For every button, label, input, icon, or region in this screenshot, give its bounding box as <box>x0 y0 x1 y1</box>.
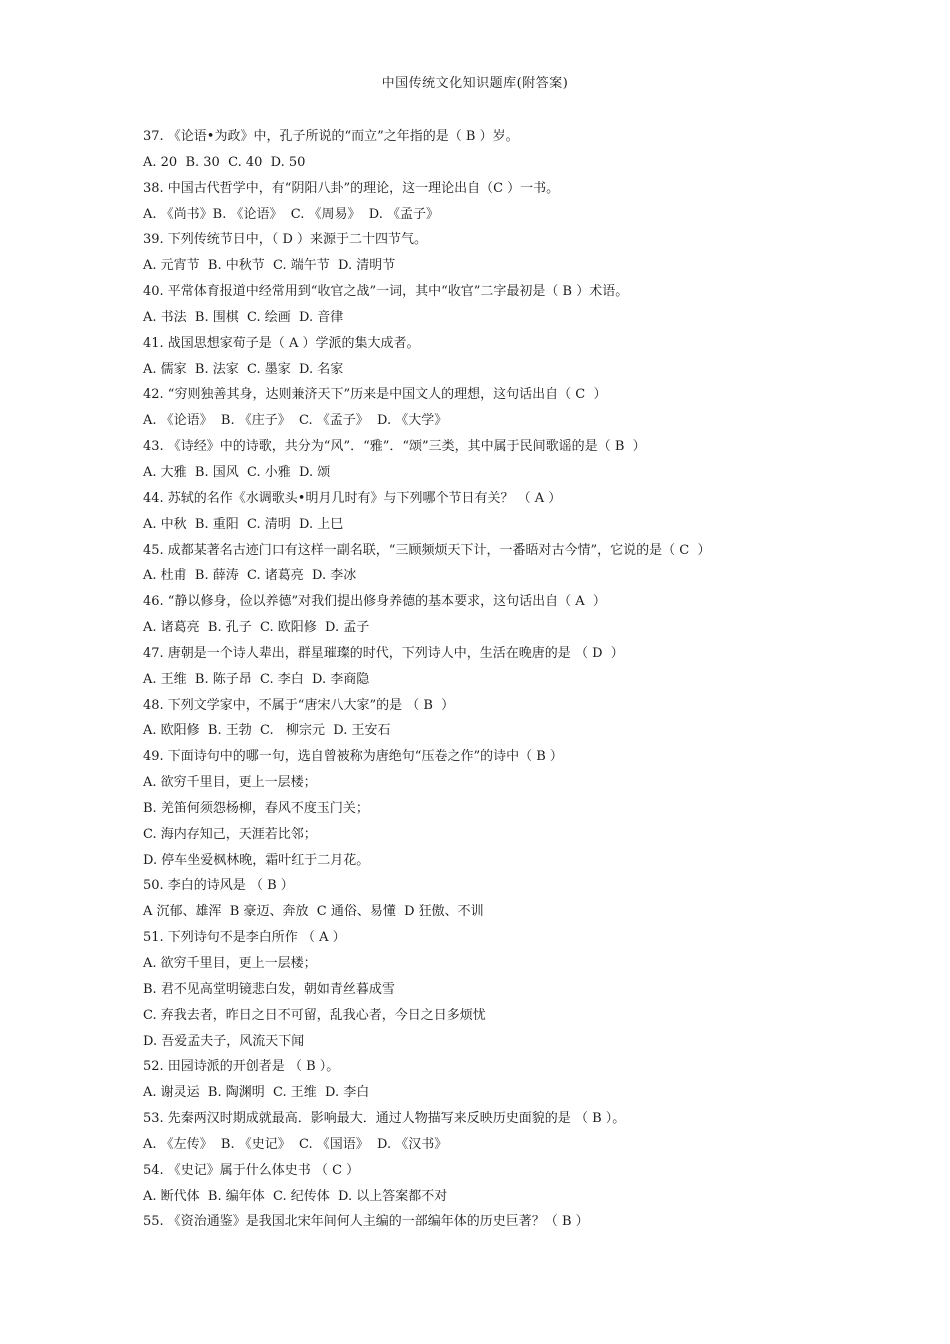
text-line: 48. 下列文学家中，不属于“唐宋八大家”的是 （ B ） <box>143 697 455 713</box>
text-line: 43. 《诗经》中的诗歌，共分为“风”．“雅”．“颂”三类，其中属于民间歌谣的是（ B ） <box>143 439 646 455</box>
text-line: 55. 《资治通鉴》是我国北宋年间何人主编的一部编年体的历史巨著？（ B ） <box>143 1214 589 1230</box>
text-line: 45. 成都某著名古迹门口有这样一副名联，“三顾频烦天下计，一番晤对古今情”，它说的是（ C ） <box>143 542 711 558</box>
text-line: A. 谢灵运 B. 陶渊明 C. 王维 D. 李白 <box>143 1085 370 1101</box>
text-line: A. 大雅 B. 国风 C. 小雅 D. 颂 <box>143 464 331 480</box>
text-line: 51. 下列诗句不是李白所作 （ A ） <box>143 930 346 946</box>
text-line: 46. “静以修身，俭以养德”对我们提出修身养德的基本要求，这句话出自（ A ） <box>143 594 606 610</box>
text-line: A. 20 B. 30 C. 40 D. 50 <box>143 154 306 170</box>
text-line: B. 君不见高堂明镜悲白发，朝如青丝暮成雪 <box>143 981 395 997</box>
text-line: 41. 战国思想家荀子是（ A ）学派的集大成者。 <box>143 335 420 351</box>
text-line: D. 停车坐爱枫林晚，霜叶红于二月花。 <box>143 852 370 868</box>
question-list <box>143 124 843 1235</box>
text-line: 53. 先秦两汉时期成就最高．影响最大．通过人物描写来反映历史面貌的是 （ B ）。 <box>143 1111 626 1127</box>
text-line: A. 儒家 B. 法家 C. 墨家 D. 名家 <box>143 361 344 377</box>
text-line: A. 诸葛亮 B. 孔子 C. 欧阳修 D. 孟子 <box>143 620 370 636</box>
text-line: 52. 田园诗派的开创者是 （ B ）。 <box>143 1059 340 1075</box>
text-line: A. 《尚书》B. 《论语》 C. 《周易》 D. 《孟子》 <box>143 206 439 222</box>
text-line: A. 杜甫 B. 薛涛 C. 诸葛亮 D. 李冰 <box>143 568 357 584</box>
text-line: A 沉郁、雄浑 B 豪迈、奔放 C 通俗、易懂 D 狂傲、不训 <box>143 904 484 920</box>
text-line: A. 欲穷千里目，更上一层楼； <box>143 956 317 971</box>
text-line: 47. 唐朝是一个诗人辈出，群星璀璨的时代，下列诗人中，生活在晚唐的是 （ D ） <box>143 645 624 661</box>
text-line: 42. “穷则独善其身，达则兼济天下”历来是中国文人的理想，这句话出自（ C ） <box>143 387 607 403</box>
text-line: A. 《左传》 B. 《史记》 C. 《国语》 D. 《汉书》 <box>143 1136 448 1152</box>
text-line: 44. 苏轼的名作《水调歌头•明月几时有》与下列哪个节日有关？ （ A ） <box>143 490 562 506</box>
text-line: A. 元宵节 B. 中秋节 C. 端午节 D. 清明节 <box>143 258 396 274</box>
text-line: 54. 《史记》属于什么体史书 （ C ） <box>143 1162 360 1178</box>
text-line: A. 王维 B. 陈子昂 C. 李白 D. 李商隐 <box>143 671 370 687</box>
text-line: 40. 平常体育报道中经常用到“收官之战”一词，其中“收官”二字最初是（ B ）术语。 <box>143 284 629 300</box>
text-line: A. 断代体 B. 编年体 C. 纪传体 D. 以上答案都不对 <box>143 1188 448 1204</box>
text-line: 49. 下面诗句中的哪一句，选自曾被称为唐绝句“压卷之作”的诗中（ B ） <box>143 749 563 765</box>
text-line: A. 中秋 B. 重阳 C. 清明 D. 上巳 <box>143 516 344 532</box>
document-title: 中国传统文化知识题库(附答案) <box>381 76 569 91</box>
text-line: 37. 《论语•为政》中，孔子所说的“而立”之年指的是（ B ）岁。 <box>143 129 519 144</box>
text-line: 39. 下列传统节日中，（ D ）来源于二十四节气。 <box>143 232 427 248</box>
text-line: 38. 中国古代哲学中，有“阴阳八卦”的理论，这一理论出自（C ）一书。 <box>143 180 560 196</box>
text-line: 50. 李白的诗风是 （ B ） <box>143 878 294 894</box>
text-line: C. 海内存知己，天涯若比邻； <box>143 826 317 842</box>
text-line: A. 书法 B. 围棋 C. 绘画 D. 音律 <box>143 309 344 325</box>
text-line: A. 欲穷千里目，更上一层楼； <box>143 775 317 791</box>
text-line: C. 弃我去者，昨日之日不可留，乱我心者，今日之日多烦忧 <box>143 1007 486 1023</box>
text-line: A. 欧阳修 B. 王勃 C. 柳宗元 D. 王安石 <box>143 723 391 739</box>
text-line: A. 《论语》 B. 《庄子》 C. 《孟子》 D. 《大学》 <box>143 413 448 429</box>
text-line: D. 吾爱孟夫子，风流天下闻 <box>143 1033 305 1049</box>
text-line: B. 羌笛何须怨杨柳，春风不度玉门关； <box>143 800 369 816</box>
